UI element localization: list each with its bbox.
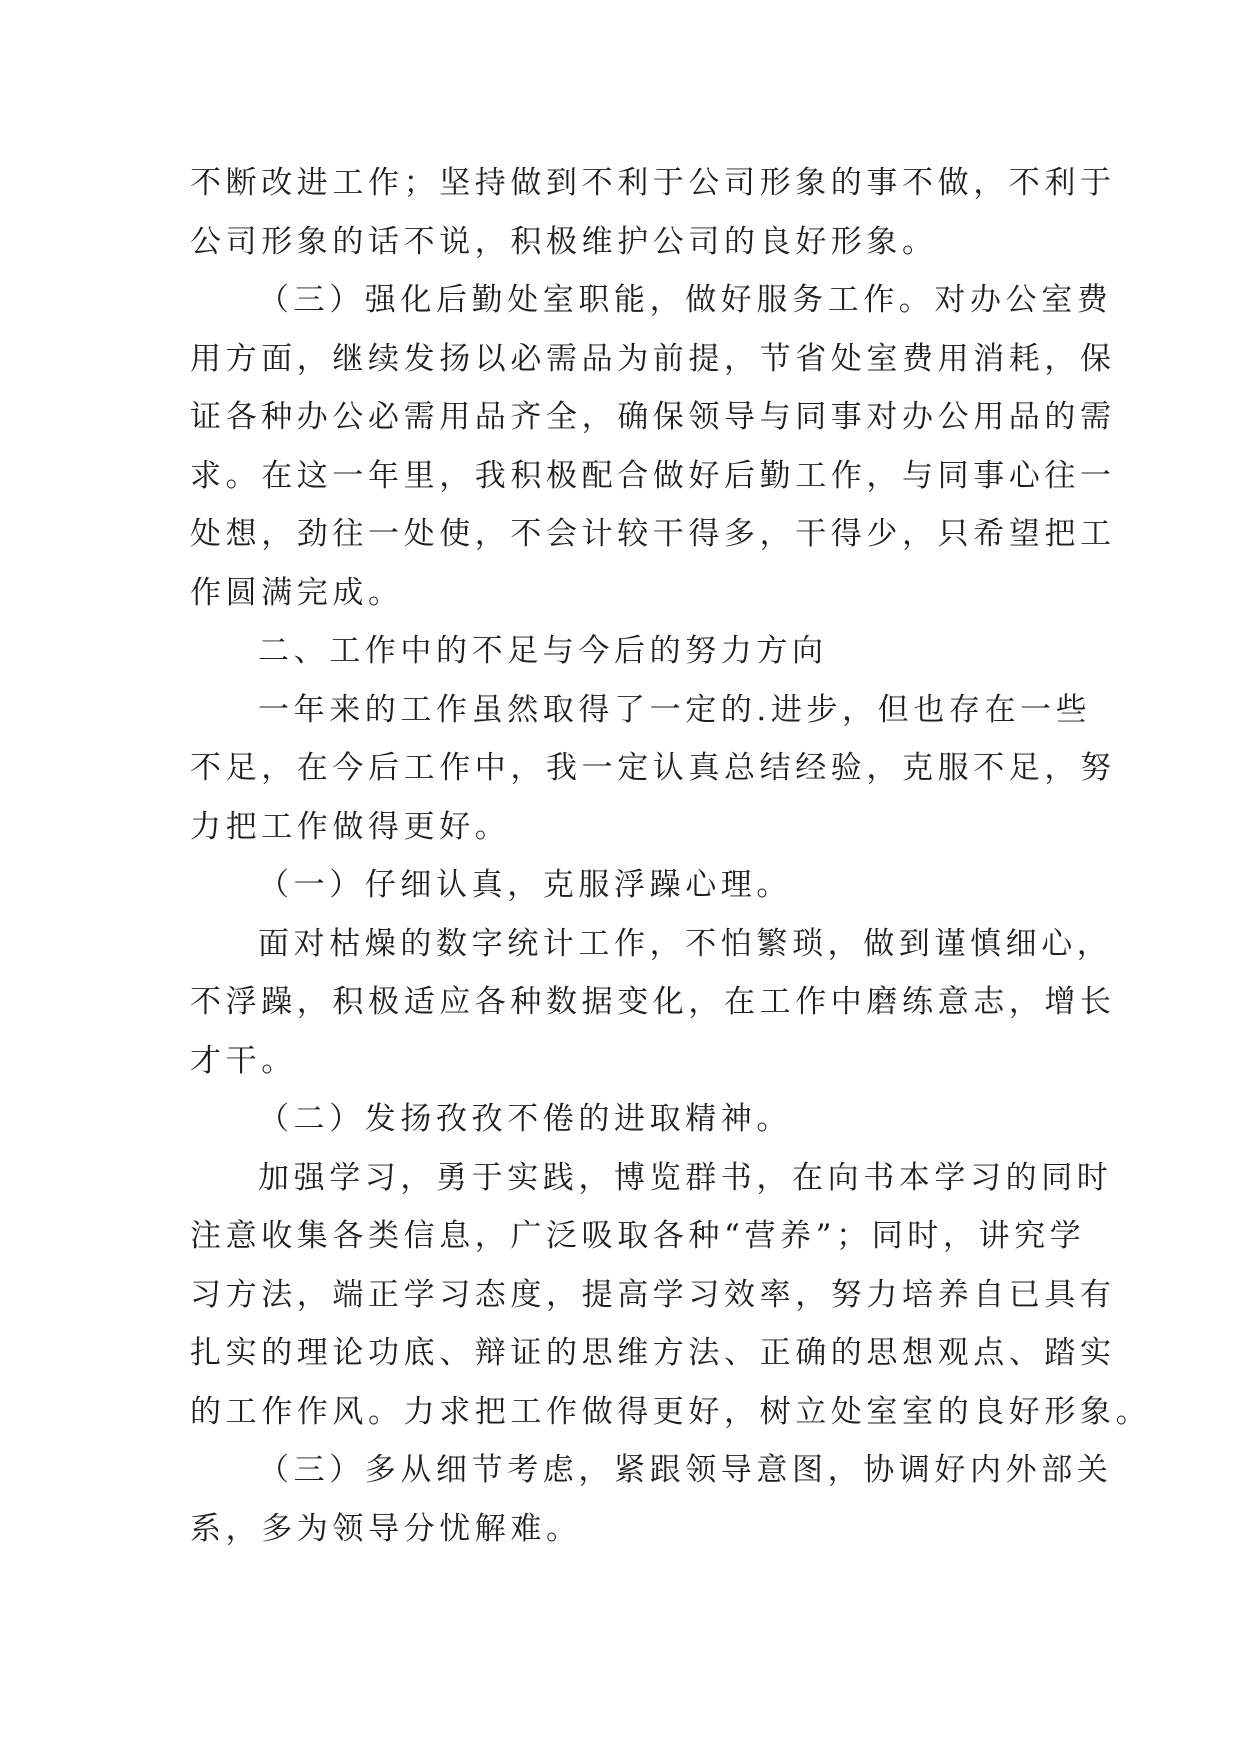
section-heading: 二、工作中的不足与今后的努力方向 xyxy=(258,633,828,669)
paragraph-line: （三）多从细节考虑，紧跟领导意图，协调好内外部关 xyxy=(258,1452,1113,1488)
paragraph-line: 公司形象的话不说，积极维护公司的良好形象。 xyxy=(190,223,938,260)
paragraph-line: 不断改进工作；坚持做到不利于公司形象的事不做，不利于 xyxy=(190,165,1116,201)
paragraph-line: 注意收集各类信息，广泛吸取各种“营养”；同时，讲究学 xyxy=(190,1218,1086,1254)
paragraph-line: 系，多为领导分忧解难。 xyxy=(190,1510,582,1547)
subsection-heading: （一）仔细认真，克服浮躁心理。 xyxy=(258,867,792,903)
paragraph-line: 才干。 xyxy=(190,1042,297,1079)
paragraph-line: （三）强化后勤处室职能，做好服务工作。对办公室费 xyxy=(258,282,1113,318)
paragraph-line: 证各种办公必需用品齐全，确保领导与同事对办公用品的需 xyxy=(190,399,1116,435)
document-body xyxy=(190,154,1152,1558)
paragraph-line: 不足，在今后工作中，我一定认真总结经验，克服不足，努 xyxy=(190,750,1116,786)
paragraph-line: 扎实的理论功底、辩证的思维方法、正确的思想观点、踏实 xyxy=(190,1335,1116,1371)
subsection-heading: （二）发扬孜孜不倦的进取精神。 xyxy=(258,1101,792,1137)
paragraph-line: 用方面，继续发扬以必需品为前提，节省处室费用消耗，保 xyxy=(190,340,1116,377)
paragraph-line: 的工作作风。力求把工作做得更好，树立处室室的良好形象。 xyxy=(190,1393,1152,1430)
paragraph-line: 一年来的工作虽然取得了一定的.进步，但也存在一些 xyxy=(258,691,1092,728)
paragraph-line: 力把工作做得更好。 xyxy=(190,808,511,845)
paragraph-line: 处想，劲往一处使，不会计较干得多，干得少，只希望把工 xyxy=(190,516,1116,552)
paragraph-line: 习方法，端正学习态度，提高学习效率，努力培养自已具有 xyxy=(190,1276,1116,1313)
paragraph-line: 求。在这一年里，我积极配合做好后勤工作，与同事心往一 xyxy=(190,457,1116,494)
paragraph-line: 加强学习，勇于实践，博览群书，在向书本学习的同时 xyxy=(258,1159,1113,1196)
paragraph-line: 面对枯燥的数字统计工作，不怕繁琐，做到谨慎细心， xyxy=(258,925,1113,962)
paragraph-line: 作圆满完成。 xyxy=(190,574,404,611)
paragraph-line: 不浮躁，积极适应各种数据变化，在工作中磨练意志，增长 xyxy=(190,984,1116,1020)
